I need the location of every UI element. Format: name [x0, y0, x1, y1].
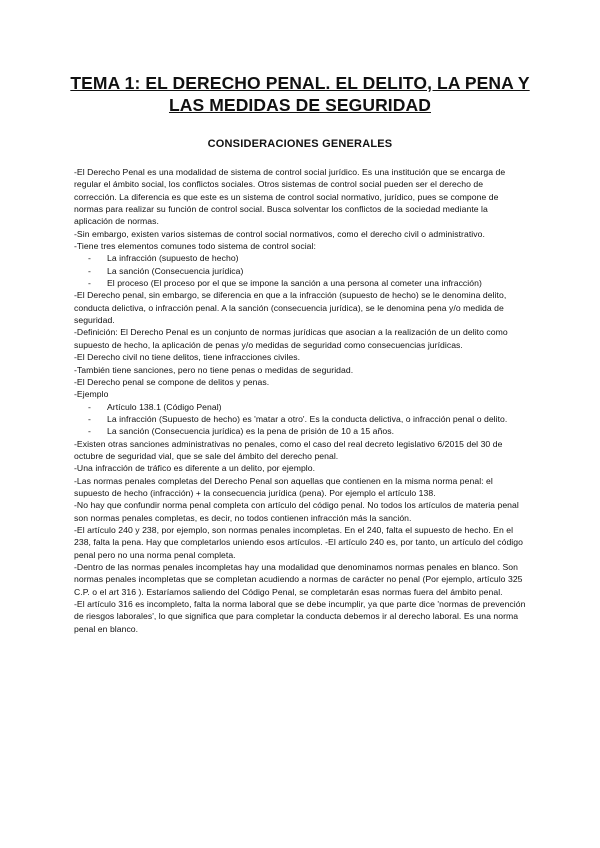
- paragraph: -No hay que confundir norma penal completa con artículo del código penal. No todos los artículos de materia penal son normas penales completas, es decir, no todos contienen infracción más la sanción.: [74, 500, 519, 523]
- list-item: - Artículo 138.1 (Código Penal): [74, 401, 528, 413]
- list-item: - El proceso (El proceso por el que se impone la sanción a una persona al cometer una infracción): [74, 277, 528, 289]
- list-item: - La infracción (Supuesto de hecho) es 'matar a otro'. Es la conducta delictiva, o infracción penal o delito.: [74, 413, 528, 425]
- paragraph: -También tiene sanciones, pero no tiene penas o medidas de seguridad.: [74, 364, 354, 375]
- paragraph: -El Derecho civil no tiene delitos, tiene infracciones civiles.: [74, 352, 301, 363]
- list-item: - La sanción (Consecuencia jurídica): [74, 265, 528, 277]
- page-title: TEMA 1: EL DERECHO PENAL. EL DELITO, LA PENA Y LAS MEDIDAS DE SEGURIDAD: [70, 73, 530, 115]
- paragraph: -Dentro de las normas penales incompletas hay una modalidad que denominamos normas penales en blanco. Son normas penales incompletas que se completan acudiendo a normas de carácter no penal (Por ejemplo, artículo 325 C.P. o el art 316 ). Estaríamos saliendo del Código Penal, se completarán esas normas fuera del ámbito penal.: [74, 562, 523, 597]
- paragraph: -El artículo 240 y 238, por ejemplo, son normas penales incompletas. En el 240, falta el supuesto de hecho. En el 238, falta la pena. Hay que completarlos uniendo esos artículos. -El artículo 240 es, por tanto, un artículo del código penal pero no una norma penal completa.: [74, 524, 523, 560]
- paragraph: -Una infracción de tráfico es diferente a un delito, por ejemplo.: [74, 463, 316, 474]
- paragraph: -Definición: El Derecho Penal es un conjunto de normas jurídicas que asocian a la realización de un delito como supuesto de hecho, la aplicación de penas y/o medidas de seguridad como consecuencias jurídicas.: [74, 327, 508, 350]
- paragraph: -Tiene tres elementos comunes todo sistema de control social:: [74, 241, 316, 252]
- paragraph: -El Derecho penal, sin embargo, se diferencia en que a la infracción (supuesto de hecho) se le denomina delito, conducta delictiva, o infracción penal. A la sanción (consecuencia jurídica), se le denomina pena y/o medida de seguridad.: [74, 290, 507, 326]
- document-body: [74, 166, 528, 635]
- list-item: - La sanción (Consecuencia jurídica) es la pena de prisión de 10 a 15 años.: [74, 425, 528, 437]
- paragraph: -Sin embargo, existen varios sistemas de control social normativos, como el derecho civil o administrativo.: [74, 228, 485, 239]
- section-heading: CONSIDERACIONES GENERALES: [207, 138, 393, 150]
- elements-list: [74, 252, 528, 289]
- paragraph: -El Derecho penal se compone de delitos y penas.: [74, 376, 270, 387]
- list-item: - La infracción (supuesto de hecho): [74, 252, 528, 264]
- paragraph: -Existen otras sanciones administrativas no penales, como el caso del real decreto legislativo 6/2015 del 30 de octubre de seguridad vial, que se sale del ámbito del derecho penal.: [74, 438, 503, 461]
- example-list: [74, 401, 528, 438]
- paragraph: -Ejemplo: [74, 389, 109, 400]
- paragraph: -Las normas penales completas del Derecho Penal son aquellas que contienen en la misma norma penal: el supuesto de hecho (infracción) + la consecuencia jurídica (pena). Por ejemplo el artículo 138.: [74, 475, 493, 498]
- paragraph: -El Derecho Penal es una modalidad de sistema de control social jurídico. Es una institución que se encarga de regular el ámbito social, los conflictos sociales. Otros sistemas de control social pueden ser el derecho de corrección. La diferencia es que este es un sistema de control social normativo, jurídico, pues se compone de normas para realizar su función de control social. Busca solventar los conflictos de la sociedad mediante la aplicación de normas.: [74, 167, 506, 227]
- paragraph: -El artículo 316 es incompleto, falta la norma laboral que se debe incumplir, ya que parte dice 'normas de prevención de riesgos laborales', lo que significa que para completar la conducta debemos ir al derecho laboral. Es una norma penal en blanco.: [74, 599, 526, 634]
